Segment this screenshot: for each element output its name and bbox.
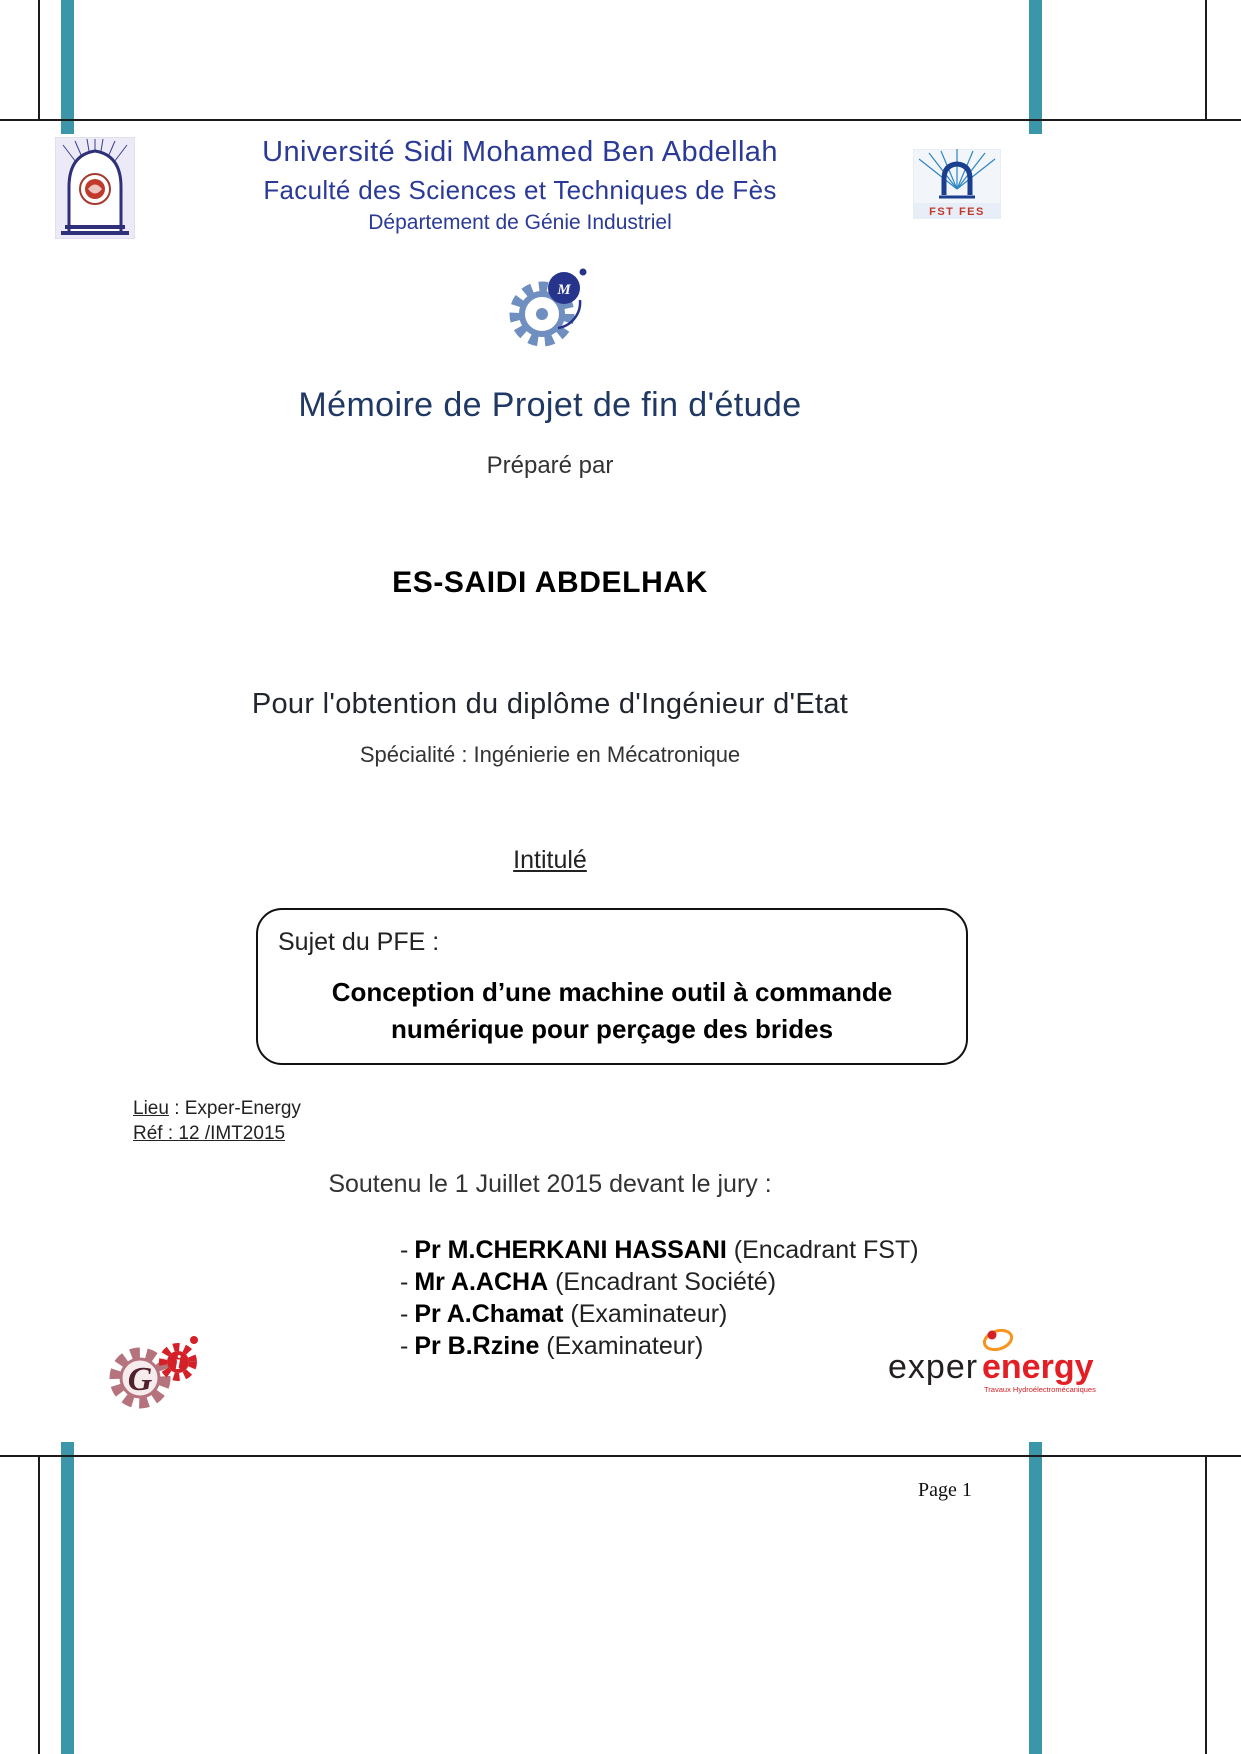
university-name: Université Sidi Mohamed Ben Abdellah [262,136,778,168]
list-dash: - [400,1236,409,1264]
subject-box [256,908,968,1065]
degree-statement: Pour l'obtention du diplôme d'Ingénieur d'Etat [251,688,849,720]
list-dash: - [400,1300,409,1328]
mechatronics-gear-logo [506,262,590,350]
jury-member-role: (Encadrant Société) [548,1268,777,1296]
frame-line-bottom-right [1205,1457,1207,1754]
teal-bar-top-left [61,0,74,134]
jury-list [400,1234,919,1362]
exper-wordmark: exper [888,1348,979,1386]
energy-wordmark: energy [982,1348,1094,1386]
gi-department-logo [100,1328,208,1416]
gear-logo-letter: M [557,282,571,298]
header-rule [0,119,1241,121]
prepared-by-label: Préparé par [486,452,614,479]
jury-member-role: (Examinateur) [563,1300,728,1328]
subject-title-line1: Conception d’une machine outil à commande [331,977,893,1007]
document-title: Mémoire de Projet de fin d'étude [298,386,802,424]
jury-member [400,1266,919,1298]
list-dash: - [400,1268,409,1296]
page-number: Page 1 [918,1479,972,1501]
teal-bar-top-right [1029,0,1042,134]
letterhead [140,136,900,235]
gi-logo-letter-i: i [175,1352,181,1374]
jury-member-role: (Examinateur) [539,1332,704,1360]
specialty-statement: Spécialité : Ingénierie en Mécatronique [359,742,741,767]
jury-member-role: (Encadrant FST) [726,1236,919,1264]
jury-member-name: Mr A.ACHA [414,1268,549,1296]
jury-member-name: Pr B.Rzine [414,1332,540,1360]
jury-member [400,1298,919,1330]
frame-line-top-left [38,0,40,119]
faculty-name: Faculté des Sciences et Techniques de Fès [263,175,777,205]
defense-statement: Soutenu le 1 Juillet 2015 devant le jury : [328,1170,772,1198]
university-logo [55,137,135,239]
jury-member [400,1330,919,1362]
subject-title-line2: numérique pour perçage des brides [390,1014,834,1044]
gi-logo-letter-g: G [127,1361,153,1398]
reference-line: Réf : 12 /IMT2015 [133,1123,286,1144]
teal-bar-bottom-right [1029,1442,1042,1754]
section-heading-text: Intitulé [513,846,587,874]
location-value: : Exper-Energy [168,1098,301,1119]
jury-member [400,1234,919,1266]
exper-energy-logo [886,1326,1096,1400]
subject-title [258,974,966,1048]
energy-tagline: Travaux Hydroélectromécaniques [984,1385,1096,1394]
details-block [133,1096,301,1146]
location-line [133,1096,301,1121]
department-name: Département de Génie Industriel [368,211,672,234]
section-heading [60,846,1040,875]
fst-fes-logo [913,149,1001,219]
fst-fes-caption: FST FES [929,206,985,218]
teal-bar-bottom-left [61,1442,74,1754]
jury-member-name: Pr A.Chamat [414,1300,564,1328]
author-name: ES-SAIDI ABDELHAK [392,566,708,599]
footer-rule [0,1455,1241,1457]
subject-label: Sujet du PFE : [278,928,440,956]
list-dash: - [400,1332,409,1360]
frame-line-top-right [1205,0,1207,119]
location-label: Lieu [133,1098,169,1119]
jury-member-name: Pr M.CHERKANI HASSANI [414,1236,727,1264]
frame-line-bottom-left [38,1457,40,1754]
